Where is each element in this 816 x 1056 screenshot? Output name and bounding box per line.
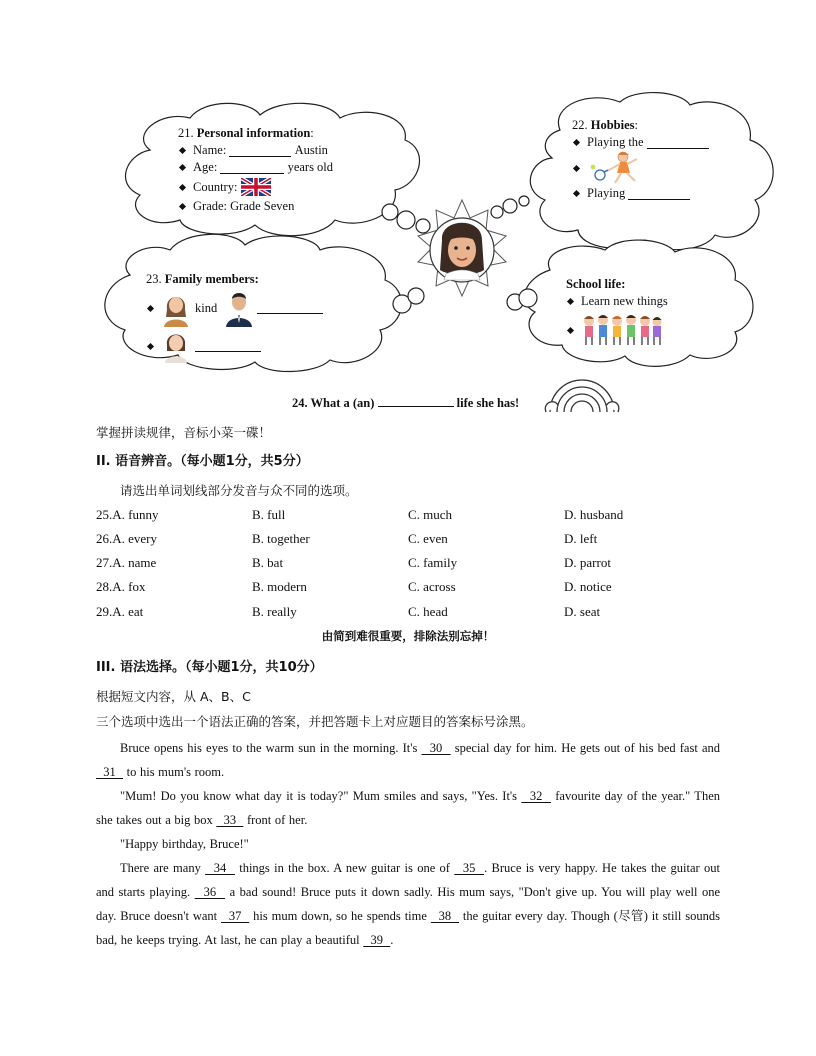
bullet-icon <box>179 183 186 190</box>
option-a[interactable]: 25.A. funny <box>96 507 159 522</box>
name-row: Name: Austin <box>178 142 333 159</box>
question-row-28 <box>96 579 736 597</box>
family-row-1: kind <box>146 288 323 328</box>
uk-flag-icon <box>241 178 271 196</box>
option-d[interactable]: D. husband <box>564 507 624 522</box>
q24-blank <box>378 397 454 407</box>
option-a[interactable]: 27.A. name <box>96 555 157 570</box>
paragraph-2: "Mum! Do you know what day it is today?" Mum smiles and says, "Yes. It's 32 favourite day of the year." Then she takes out a big box 33 front of her. <box>96 789 720 827</box>
family-blank-1 <box>257 302 323 314</box>
mother-icon <box>161 289 191 327</box>
question-row-26 <box>96 531 736 549</box>
blank-36[interactable]: 36 <box>194 885 226 899</box>
tennis-girl-icon <box>587 151 649 185</box>
hobby-row-1: Playing the <box>572 134 709 151</box>
option-d[interactable]: D. notice <box>564 579 612 594</box>
paragraph-4: There are many 34 things in the box. A new guitar is one of 35 . Bruce is very happy. He takes the guitar out and starts playing. 36 a bad sound! Bruce puts it down sadly. His mum says, "Don't give up. You will play well one day. Bruce doesn't want 37 his mum down, so he spends time 38 the guitar every day. Though (尽管) it still sounds bad, he keeps trying. At last, he can play a beautiful 39 . <box>96 861 721 947</box>
option-c[interactable]: C. family <box>408 555 458 570</box>
family-row-2 <box>146 328 323 364</box>
name-blank <box>229 145 291 157</box>
hobby-blank-1 <box>647 137 709 149</box>
family-blank-2 <box>195 340 261 352</box>
bullet-icon <box>179 147 186 154</box>
option-c[interactable]: C. head <box>408 604 448 619</box>
section-2-heading: II. 语音辨音。（每小题1分，共5分） <box>96 454 309 469</box>
age-row: Age: years old <box>178 159 333 176</box>
section-3-instruction-2: 三个选项中选出一个语法正确的答案，并把答题卡上对应题目的答案标号涂黑。 <box>96 714 534 729</box>
bullet-icon <box>179 203 186 210</box>
option-b[interactable]: B. really <box>252 604 297 619</box>
hobby-row-3: Playing <box>572 185 709 202</box>
mind-map <box>90 90 790 415</box>
sister-icon <box>161 329 191 363</box>
option-b[interactable]: B. bat <box>252 555 284 570</box>
hobbies-block <box>572 117 709 202</box>
option-d[interactable]: D. seat <box>564 604 601 619</box>
bullet-icon <box>573 164 580 171</box>
blank-35[interactable]: 35 <box>454 861 485 875</box>
hobby-row-2 <box>572 151 709 185</box>
option-c[interactable]: C. much <box>408 507 453 522</box>
bullet-icon <box>147 304 154 311</box>
question-row-25 <box>96 507 736 525</box>
rainbow-icon <box>545 380 619 412</box>
blank-38[interactable]: 38 <box>430 909 459 923</box>
hobby-blank-3 <box>628 188 690 200</box>
bullet-icon <box>567 326 574 333</box>
option-b[interactable]: B. together <box>252 531 310 546</box>
blank-33[interactable]: 33 <box>216 813 244 827</box>
option-c[interactable]: C. across <box>408 579 456 594</box>
bullet-icon <box>567 298 574 305</box>
bullet-icon <box>573 139 580 146</box>
school-block <box>566 276 668 350</box>
question-24: 24. What a (an) life she has! <box>292 396 520 410</box>
blank-37[interactable]: 37 <box>221 909 250 923</box>
children-group-icon <box>581 311 663 349</box>
school-row-1: Learn new things <box>566 293 668 310</box>
paragraph-3: "Happy birthday, Bruce!" <box>120 837 249 851</box>
bullet-icon <box>147 342 154 349</box>
age-blank <box>220 162 284 174</box>
option-d[interactable]: D. parrot <box>564 555 611 570</box>
blank-31[interactable]: 31 <box>96 765 123 779</box>
reading-passage <box>96 736 720 952</box>
option-a[interactable]: 28.A. fox <box>96 579 146 594</box>
tip-elimination: 由简到难很重要，排除法别忘掉！ <box>321 629 495 643</box>
tip-phonics: 掌握拼读规律，音标小菜一碟！ <box>96 425 272 440</box>
bullet-icon <box>573 190 580 197</box>
option-d[interactable]: D. left <box>564 531 598 546</box>
personal-title: 21. Personal information : <box>178 126 314 140</box>
section-3-instruction-1: 根据短文内容，从 A、B、C <box>96 689 251 704</box>
option-b[interactable]: B. full <box>252 507 286 522</box>
girl-avatar-icon <box>440 223 484 280</box>
personal-info-block <box>178 125 333 215</box>
school-title: School life: <box>566 277 626 291</box>
option-a[interactable]: 29.A. eat <box>96 604 144 619</box>
section-2-instruction: 请选出单词划线部分发音与众不同的选项。 <box>120 483 358 498</box>
section-3-heading: III. 语法选择。（每小题1分，共10分） <box>96 660 323 675</box>
question-row-27 <box>96 555 736 573</box>
hobbies-title: 22. Hobbies : <box>572 118 638 132</box>
school-row-2 <box>566 310 668 350</box>
blank-34[interactable]: 34 <box>205 861 235 875</box>
blank-39[interactable]: 39 <box>363 933 391 947</box>
bullet-icon <box>179 164 186 171</box>
option-a[interactable]: 26.A. every <box>96 531 158 546</box>
blank-32[interactable]: 32 <box>521 789 551 803</box>
family-title: 23. Family members: <box>146 272 259 286</box>
blank-30[interactable]: 30 <box>421 741 451 755</box>
grade-row: Grade: Grade Seven <box>178 198 333 215</box>
father-icon <box>223 289 255 327</box>
option-c[interactable]: C. even <box>408 531 448 546</box>
option-b[interactable]: B. modern <box>252 579 307 594</box>
family-block <box>146 271 323 364</box>
question-row-29 <box>96 604 736 622</box>
country-row: Country: <box>178 176 333 198</box>
paragraph-1: Bruce opens his eyes to the warm sun in the morning. It's 30 special day for him. He gets out of his bed fast and 31 to his mum's room. <box>96 741 720 779</box>
